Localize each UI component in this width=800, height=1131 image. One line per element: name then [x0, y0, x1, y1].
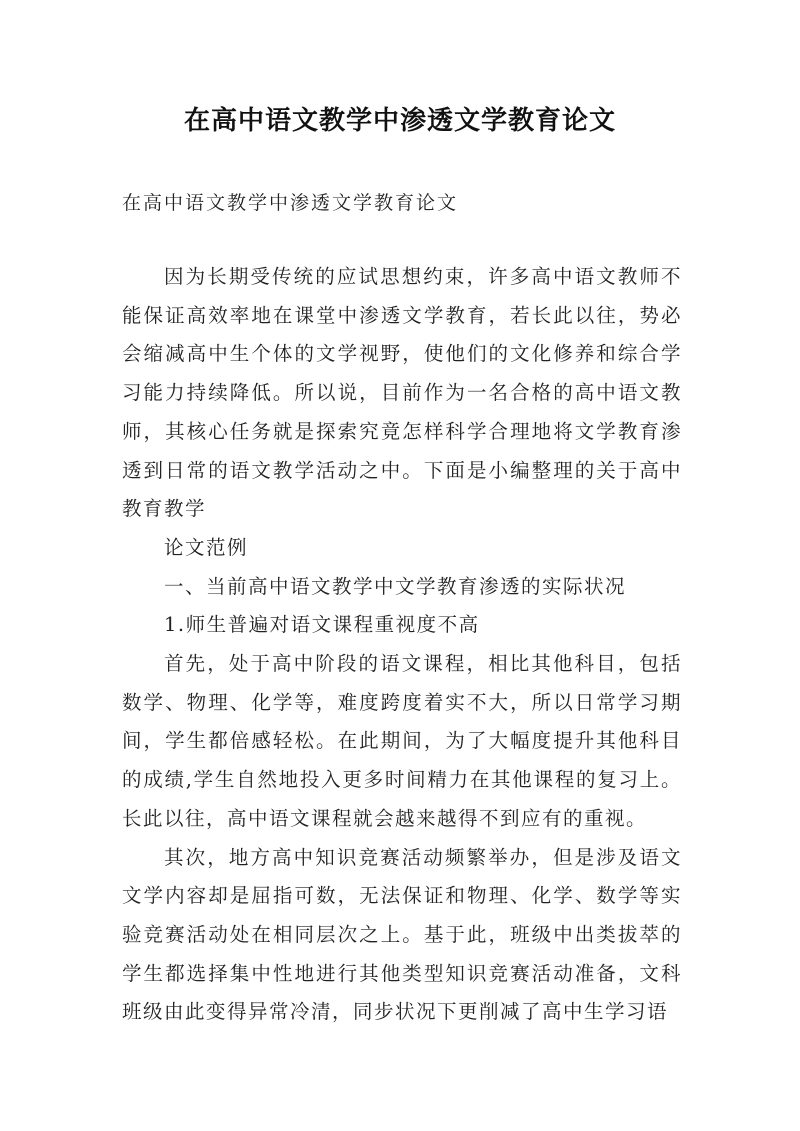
- intro-paragraph: 因为长期受传统的应试思想约束，许多高中语文教师不能保证高效率地在课堂中渗透文学教育，若长此以往，势必会缩减高中生个体的文学视野，使他们的文化修养和综合学习能力持续降低。所以说，目前作为一名合格的高中语文教师，其核心任务就是探索究竟怎样科学合理地将文学教育渗透到日常的语文教学活动之中。下面是小编整理的关于高中教育教学: [122, 265, 682, 521]
- body-paragraph: 首先，处于高中阶段的语文课程，相比其他科目，包括数学、物理、化学等，难度跨度着实不大，所以日常学习期间，学生都倍感轻松。在此期间，为了大幅度提升其他科目的成绩,学生自然地投入更多时间精力在其他课程的复习上。长此以往，高中语文课程就会越来越得不到应有的重视。: [122, 652, 682, 830]
- section-heading: 一、当前高中语文教学中文学教育渗透的实际状况: [164, 574, 627, 598]
- body-paragraph: 其次，地方高中知识竞赛活动频繁举办，但是涉及语文文学内容却是屈指可数，无法保证和物理、化学、数学等实验竞赛活动处在相同层次之上。基于此，班级中出类拔萃的学生都选择集中性地进行其他类型知识竞赛活动准备，文科班级由此变得异常冷清，同步状况下更削减了高中生学习语: [122, 845, 682, 1024]
- page-title: 在高中语文教学中渗透文学教育论文: [183, 106, 616, 136]
- paper-sample-label: 论文范例: [164, 535, 249, 559]
- subsection-heading: 1.师生普遍对语文课程重视度不高: [164, 613, 480, 637]
- document-body: [122, 258, 682, 1032]
- document-subtitle: 在高中语文教学中渗透文学教育论文: [122, 192, 459, 214]
